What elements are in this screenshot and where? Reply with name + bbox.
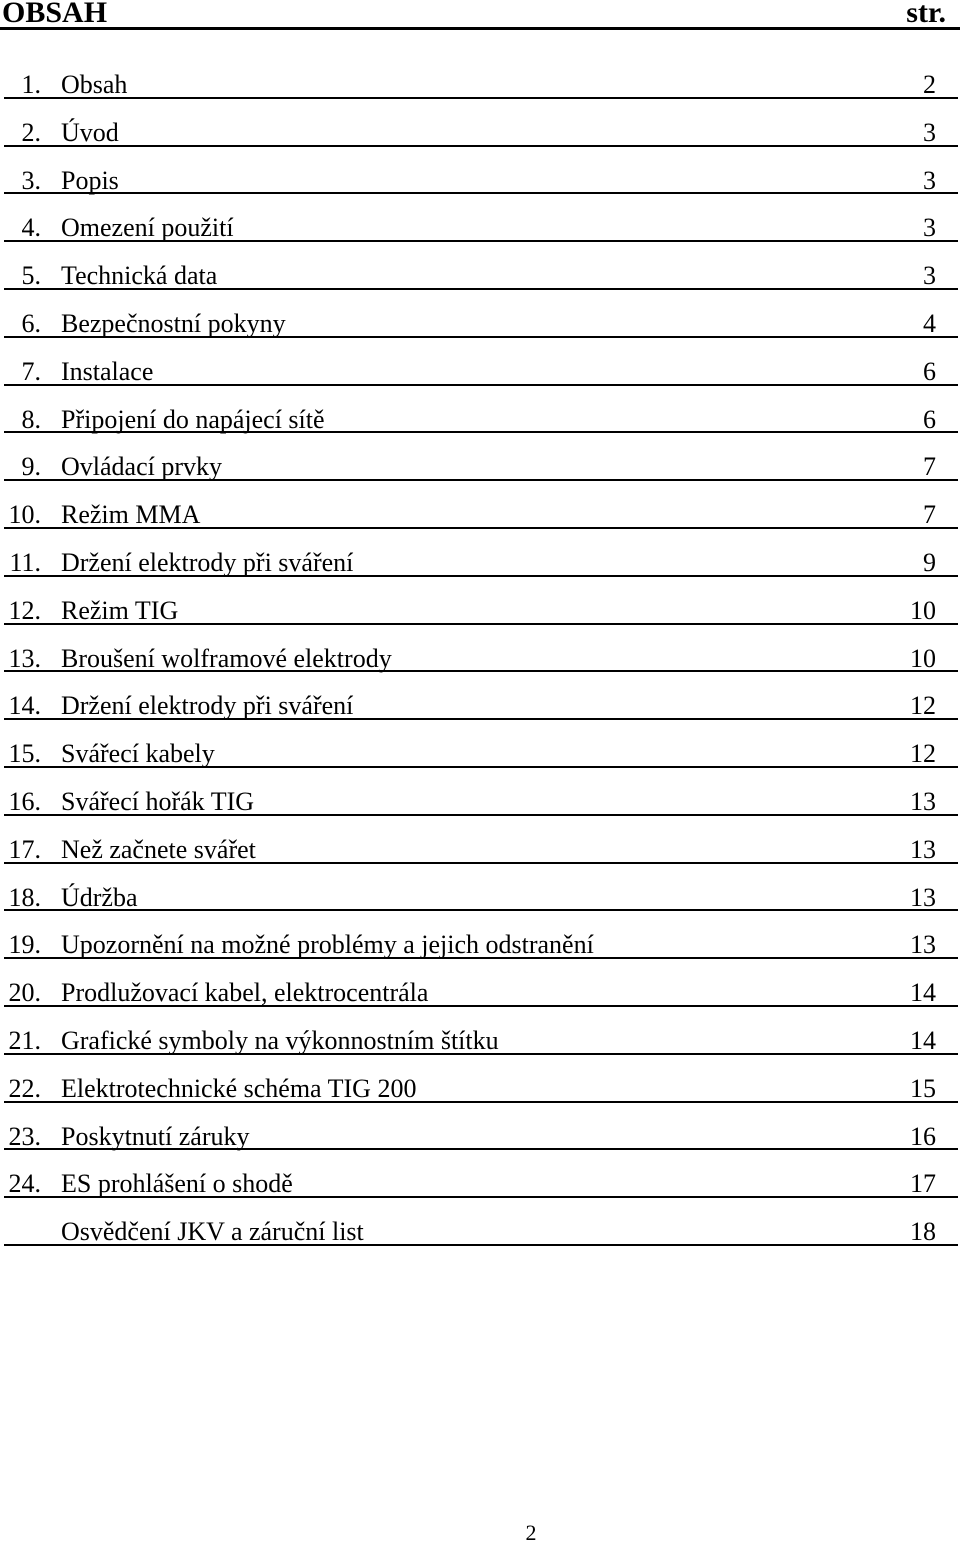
toc-row-rule [4, 575, 958, 577]
toc-entry-number: 6. [21, 308, 41, 338]
toc-row-rule [4, 1196, 958, 1198]
toc-entry-page: 13 [910, 834, 936, 864]
toc-entry-number: 10. [8, 500, 41, 530]
toc-row-rule [4, 384, 958, 386]
toc-entry-title: Popis [61, 165, 119, 195]
toc-entry-title: Údržba [61, 882, 138, 912]
toc-row-rule [4, 336, 958, 338]
toc-entry-number: 12. [8, 595, 41, 625]
toc-entry-title: Grafické symboly na výkonnostním štítku [61, 1025, 499, 1055]
toc-row[interactable] [0, 1161, 960, 1209]
toc-entry-page: 6 [923, 356, 936, 386]
toc-entry-number: 4. [21, 213, 41, 243]
toc-entry-page: 2 [923, 70, 936, 99]
toc-row-rule [4, 1244, 958, 1246]
toc-row-rule [4, 431, 958, 433]
toc-entry-title: Technická data [61, 261, 218, 291]
toc-entry-title: Poskytnutí záruky [61, 1121, 250, 1151]
toc-entry-title: Obsah [61, 70, 128, 99]
toc-row[interactable] [0, 588, 960, 636]
toc-entry-number: 16. [8, 786, 41, 816]
toc-entry-number: 3. [21, 165, 41, 195]
toc-entry-page: 10 [910, 643, 936, 673]
toc-entry-title: ES prohlášení o shodě [61, 1169, 293, 1199]
toc-row[interactable] [0, 731, 960, 779]
toc-header [0, 0, 960, 30]
toc-entry-number: 5. [21, 261, 41, 291]
toc-row[interactable] [0, 349, 960, 397]
toc-entry-page: 13 [910, 786, 936, 816]
toc-entry-title: Než začnete svářet [61, 834, 256, 864]
page-column-heading: str. [906, 0, 946, 29]
toc-entry-title: Instalace [61, 356, 154, 386]
toc-row-rule [4, 240, 958, 242]
toc-entry-page: 16 [910, 1121, 936, 1151]
toc-entry-title: Broušení wolframové elektrody [61, 643, 392, 673]
toc-entry-number: 13. [8, 643, 41, 673]
toc-row[interactable] [0, 397, 960, 445]
toc-entry-number: 22. [8, 1073, 41, 1103]
toc-row[interactable] [0, 62, 960, 110]
toc-row[interactable] [0, 110, 960, 158]
toc-row-rule [4, 288, 958, 290]
toc-row-rule [4, 957, 958, 959]
toc-entry-number: 8. [21, 404, 41, 434]
toc-entry-title: Omezení použití [61, 213, 234, 243]
toc-row[interactable] [0, 492, 960, 540]
toc-entry-number: 2. [21, 117, 41, 147]
toc-entry-number: 11. [9, 547, 41, 577]
toc-entry-page: 14 [910, 978, 936, 1008]
toc-row[interactable] [0, 1114, 960, 1162]
toc-row-rule [4, 623, 958, 625]
toc-entry-page: 17 [910, 1169, 936, 1199]
toc-row[interactable] [0, 827, 960, 875]
toc-row-rule [4, 1101, 958, 1103]
toc-row-rule [4, 718, 958, 720]
toc-row[interactable] [0, 444, 960, 492]
toc-row[interactable] [0, 875, 960, 923]
toc-entry-title: Držení elektrody při sváření [61, 691, 354, 721]
toc-entry-page: 13 [910, 930, 936, 960]
toc-row[interactable] [0, 1018, 960, 1066]
toc-entry-page: 3 [923, 261, 936, 291]
toc-entry-number: 24. [8, 1169, 41, 1199]
toc-row[interactable] [0, 540, 960, 588]
toc-row-rule [4, 145, 958, 147]
toc-entry-page: 9 [923, 547, 936, 577]
toc-entry-number: 17. [8, 834, 41, 864]
toc-row-rule [4, 479, 958, 481]
toc-row-rule [4, 814, 958, 816]
toc-row-rule [4, 862, 958, 864]
toc-row-rule [4, 1148, 958, 1150]
toc-entry-page: 4 [923, 308, 936, 338]
toc-row[interactable] [0, 1066, 960, 1114]
toc-row[interactable] [0, 1209, 960, 1257]
toc-row[interactable] [0, 779, 960, 827]
toc-entry-page: 3 [923, 213, 936, 243]
toc-entry-title: Ovládací prvky [61, 452, 223, 482]
toc-row[interactable] [0, 922, 960, 970]
toc-row-rule [4, 1005, 958, 1007]
toc-row-rule [4, 192, 958, 194]
toc-row[interactable] [0, 253, 960, 301]
toc-row[interactable] [0, 301, 960, 349]
toc-row[interactable] [0, 205, 960, 253]
toc-entry-number: 18. [8, 882, 41, 912]
toc-entry-page: 3 [923, 165, 936, 195]
toc-entry-page: 15 [910, 1073, 936, 1103]
toc-entry-page: 7 [923, 500, 936, 530]
toc-entry-title: Osvědčení JKV a záruční list [61, 1217, 364, 1247]
toc-entry-page: 14 [910, 1025, 936, 1055]
toc-entry-title: Upozornění na možné problémy a jejich odstranění [61, 930, 594, 960]
toc-entry-page: 7 [923, 452, 936, 482]
toc-entry-page: 13 [910, 882, 936, 912]
toc-row-rule [4, 527, 958, 529]
toc-entry-title: Režim TIG [61, 595, 179, 625]
table-of-contents [0, 62, 960, 1257]
toc-entry-page: 6 [923, 404, 936, 434]
toc-entry-number: 9. [21, 452, 41, 482]
toc-entry-number: 21. [8, 1025, 41, 1055]
toc-row-rule [4, 1053, 958, 1055]
toc-entry-number: 14. [8, 691, 41, 721]
toc-entry-page: 3 [923, 117, 936, 147]
toc-entry-title: Bezpečnostní pokyny [61, 308, 286, 338]
toc-entry-page: 10 [910, 595, 936, 625]
toc-entry-title: Prodlužovací kabel, elektrocentrála [61, 978, 429, 1008]
toc-entry-number: 1. [21, 70, 41, 99]
toc-row[interactable] [0, 636, 960, 684]
toc-row-rule [4, 766, 958, 768]
toc-row-rule [4, 909, 958, 911]
page-title: OBSAH [2, 0, 108, 29]
toc-row-rule [4, 97, 958, 99]
toc-row[interactable] [0, 683, 960, 731]
toc-entry-title: Elektrotechnické schéma TIG 200 [61, 1073, 417, 1103]
toc-entry-title: Svářecí hořák TIG [61, 786, 255, 816]
toc-entry-number: 7. [21, 356, 41, 386]
toc-entry-page: 12 [910, 739, 936, 769]
toc-row-rule [4, 670, 958, 672]
toc-entry-title: Připojení do napájecí sítě [61, 404, 325, 434]
toc-entry-title: Svářecí kabely [61, 739, 215, 769]
toc-row[interactable] [0, 158, 960, 206]
toc-entry-number: 23. [8, 1121, 41, 1151]
toc-entry-number: 19. [8, 930, 41, 960]
page-number: 2 [525, 1520, 537, 1545]
toc-entry-page: 18 [910, 1217, 936, 1247]
toc-entry-title: Režim MMA [61, 500, 201, 530]
toc-entry-title: Úvod [61, 117, 119, 147]
toc-row[interactable] [0, 970, 960, 1018]
toc-entry-title: Držení elektrody při sváření [61, 547, 354, 577]
toc-entry-number: 20. [8, 978, 41, 1008]
toc-entry-page: 12 [910, 691, 936, 721]
toc-entry-number: 15. [8, 739, 41, 769]
